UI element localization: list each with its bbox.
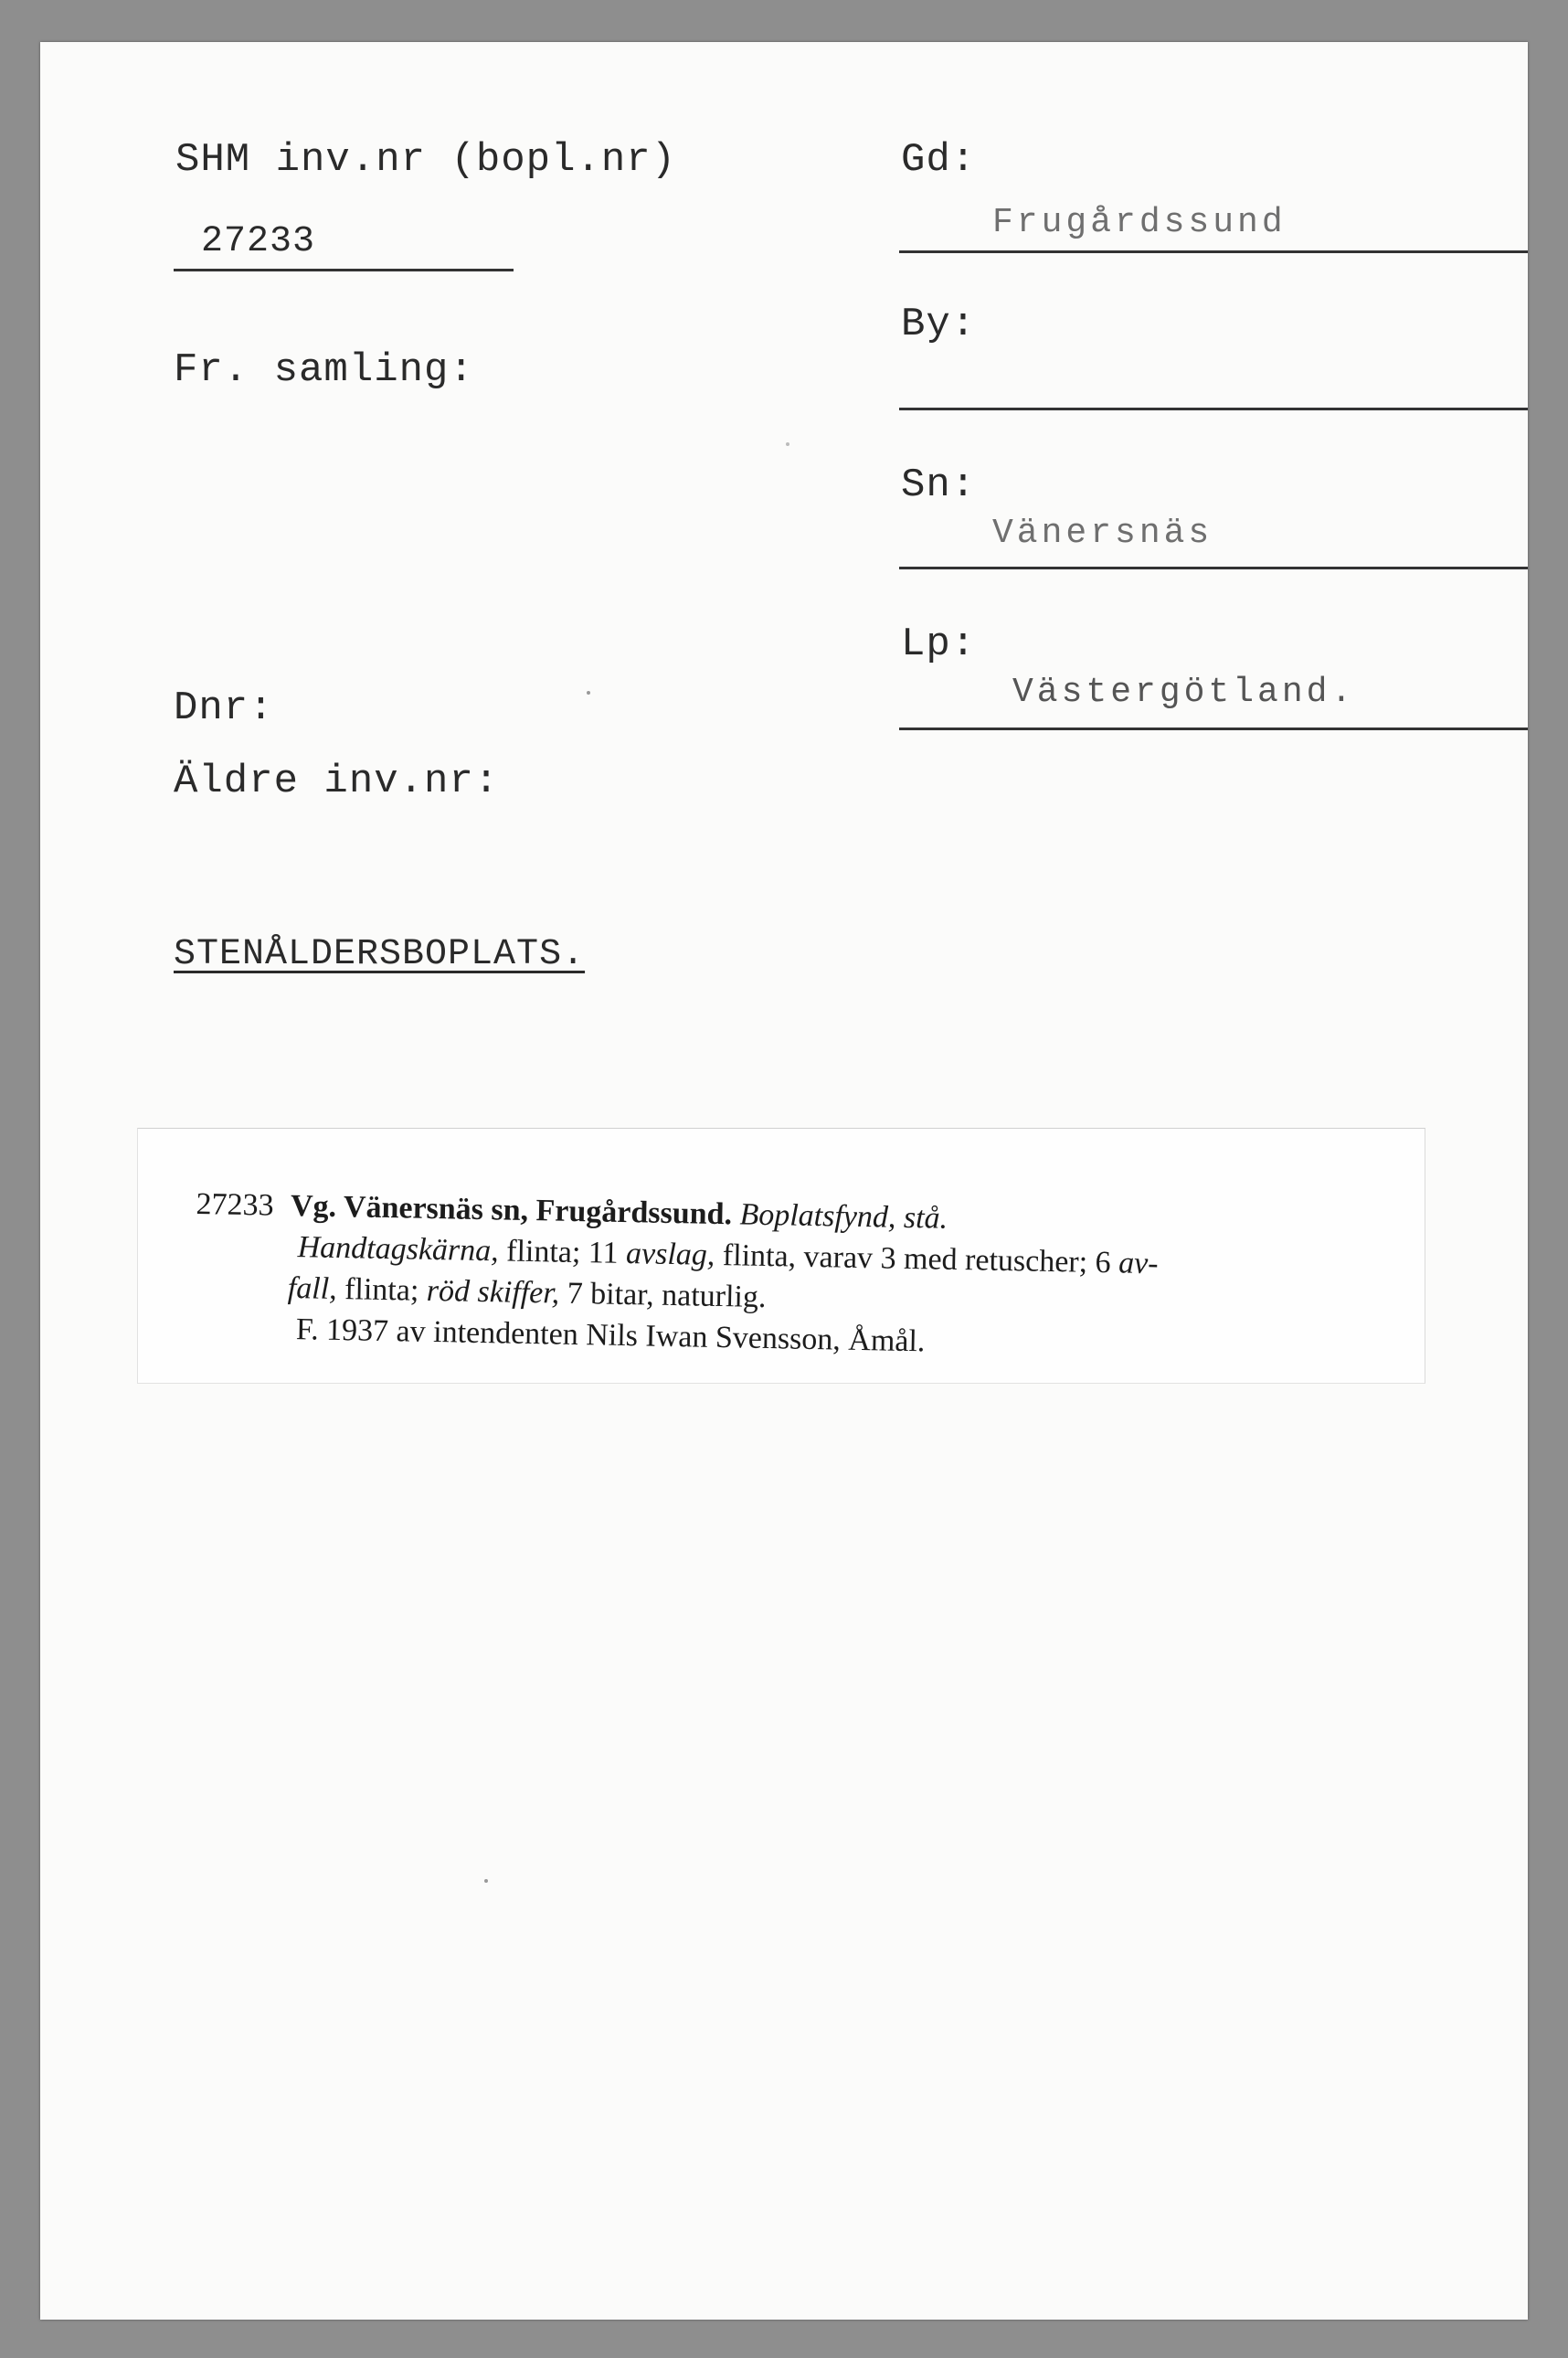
printed-label-slip (137, 1128, 1425, 1384)
lp-label: Lp: (901, 621, 977, 667)
sn-label: Sn: (901, 462, 977, 508)
shm-divider (174, 269, 514, 271)
sn-value: Vänersnäs (992, 514, 1213, 553)
by-divider (899, 408, 1528, 410)
paper-speck (587, 691, 590, 695)
catalog-card (40, 42, 1528, 2320)
slip-text-segment: flinta; (336, 1271, 428, 1308)
shm-inv-label: SHM inv.nr (bopl.nr) (175, 137, 677, 183)
aldre-inv-label: Äldre inv.nr: (174, 759, 500, 804)
slip-item-avfall-start: av- (1118, 1246, 1159, 1281)
fr-samling-label: Fr. samling: (174, 347, 474, 393)
gd-label: Gd: (901, 137, 977, 183)
paper-speck (786, 442, 789, 446)
gd-value: Frugårdssund (992, 203, 1287, 242)
slip-number: 27233 (196, 1186, 274, 1223)
shm-inv-value: 27233 (201, 221, 316, 262)
slip-text (194, 1184, 1403, 1371)
slip-item-avslag: avslag, (625, 1237, 715, 1272)
dnr-label: Dnr: (174, 685, 274, 731)
slip-line-4: F. 1937 av intendenten Nils Iwan Svensson, Åmål. (295, 1312, 926, 1359)
slip-text-segment: flinta; 11 (498, 1234, 627, 1271)
slip-item-handtagskarna: Handtagskärna, (297, 1230, 500, 1269)
slip-item-avfall-end: fall, (287, 1270, 338, 1306)
slip-find-type: Boplatsfynd, stå. (739, 1197, 948, 1236)
slip-item-rod-skiffer: röd skiffer, (426, 1273, 560, 1311)
gd-divider (899, 250, 1528, 253)
sn-divider (899, 567, 1528, 569)
category-heading: STENÅLDERSBOPLATS. (174, 934, 586, 975)
by-label: By: (901, 302, 977, 347)
lp-divider (899, 728, 1528, 730)
slip-text-segment: 7 bitar, naturlig. (558, 1276, 767, 1314)
slip-place: Vg. Vänersnäs sn, Frugårdssund. (290, 1188, 733, 1232)
paper-speck (484, 1879, 488, 1883)
slip-text-segment: flinta, varav 3 med retuscher; 6 (715, 1237, 1119, 1280)
lp-value: Västergötland. (1012, 673, 1356, 712)
